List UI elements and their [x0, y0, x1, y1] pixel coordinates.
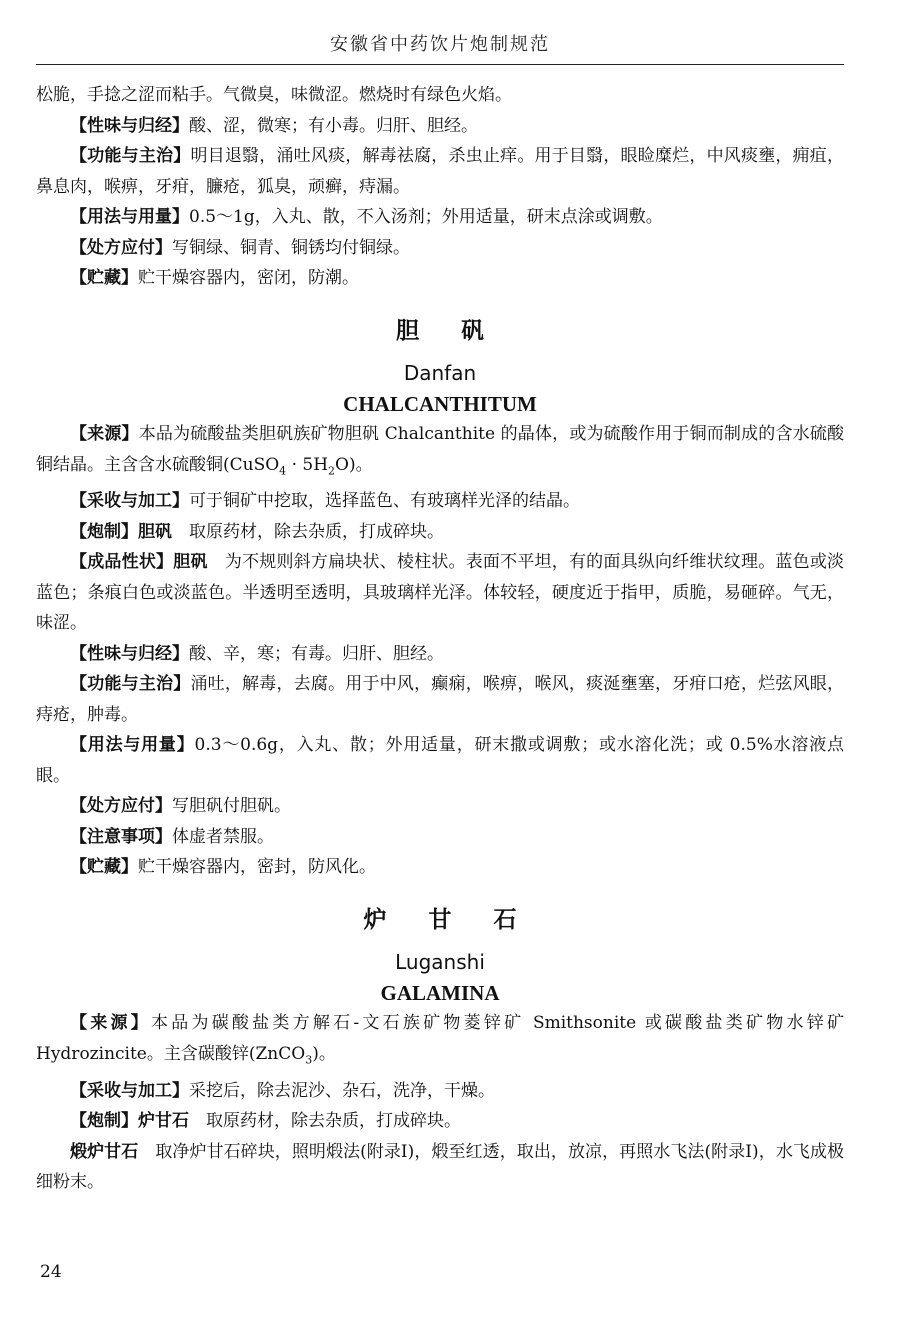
danfan-function-paragraph: 【功能与主治】涌吐，解毒，去腐。用于中风，癫痫，喉痹，喉风，痰涎壅塞，牙疳口疮，烂弦风眼，痔疮，肿毒。 [36, 674, 845, 725]
danfan-characteristics-paragraph: 【成品性状】胆矾 为不规则斜方扁块状、棱柱状。表面不平坦，有的面具纵向纤维状纹理。蓝色或淡蓝色；条痕白色或淡蓝色。半透明至透明，具玻璃样光泽。体较轻，硬度近于指甲，质脆，易砸碎。气无，味涩。 [36, 552, 845, 634]
luganshi-harvest-paragraph: 【采收与加工】采挖后，除去泥沙、杂石，洗净，干燥。 [70, 1080, 495, 1101]
danfan-latin-name: CHALCANTHITUM [343, 391, 537, 416]
page-body [36, 80, 844, 1198]
function-indication-paragraph: 【功能与主治】明目退翳，涌吐风痰，解毒祛腐，杀虫止痒。用于目翳，眼睑糜烂，中风痰壅，痈疽，鼻息肉，喉痹，牙疳，臁疮，狐臭，顽癣，痔漏。 [36, 146, 845, 197]
page-number: 24 [40, 1262, 62, 1282]
danfan-processing-paragraph: 【炮制】胆矾 取原药材，除去杂质，打成碎块。 [70, 521, 444, 542]
usage-dosage-paragraph: 【用法与用量】0.5～1g，入丸、散，不入汤剂；外用适量，研末点涂或调敷。 [70, 207, 663, 227]
luganshi-processing-paragraph: 【炮制】炉甘石 取原药材，除去杂质，打成碎块。 [70, 1111, 461, 1132]
danfan-prescription-paragraph: 【处方应付】写胆矾付胆矾。 [70, 796, 291, 817]
continued-paragraph: 松脆，手捻之涩而粘手。气微臭，味微涩。燃烧时有绿色火焰。 [36, 85, 512, 105]
prescription-paragraph: 【处方应付】写铜绿、铜青、铜锈均付铜绿。 [70, 237, 410, 258]
luganshi-title: 炉甘石 [363, 906, 559, 933]
danfan-title: 胆矾 [396, 317, 526, 344]
luganshi-source-paragraph: 【来源】本品为碳酸盐类方解石-文石族矿物菱锌矿 Smithsonite 或碳酸盐类矿物水锌矿 Hydrozincite。主含碳酸锌(ZnCO$_3$)。 [36, 1013, 844, 1067]
danfan-source-paragraph: 【来源】本品为硫酸盐类胆矾族矿物胆矾 Chalcanthite 的晶体，或为硫酸作用于铜而制成的含水硫酸铜结晶。主含含水硫酸铜(CuSO$_4$ · $5H_2O$)。 [36, 424, 844, 477]
danfan-caution-paragraph: 【注意事项】体虚者禁服。 [70, 826, 274, 847]
property-meridian-paragraph: 【性味与归经】酸、涩，微寒；有小毒。归肝、胆经。 [70, 115, 478, 136]
danfan-usage-paragraph: 【用法与用量】0.3～0.6g，入丸、散；外用适量，研末撒或调敷；或水溶化洗；或 0.5%水溶液点眼。 [36, 735, 845, 786]
danfan-harvest-paragraph: 【采收与加工】可于铜矿中挖取，选择蓝色、有玻璃样光泽的结晶。 [70, 491, 580, 512]
luganshi-pinyin: Luganshi [395, 950, 485, 975]
running-header: 安徽省中药饮片炮制规范 [330, 34, 550, 55]
luganshi-calcined-paragraph: 煅炉甘石 取净炉甘石碎块，照明煅法(附录Ⅰ)，煅至红透，取出，放凉，再照水飞法(附录Ⅰ)，水飞成极细粉末。 [36, 1141, 845, 1193]
danfan-pinyin: Danfan [403, 361, 477, 385]
header-rule [36, 64, 844, 65]
danfan-storage-paragraph: 【贮藏】贮干燥容器内，密封，防风化。 [70, 857, 376, 878]
storage-paragraph: 【贮藏】贮干燥容器内，密闭，防潮。 [70, 268, 359, 288]
danfan-property-paragraph: 【性味与归经】酸、辛，寒；有毒。归肝、胆经。 [70, 643, 444, 664]
luganshi-latin-name: GALAMINA [380, 980, 500, 1005]
